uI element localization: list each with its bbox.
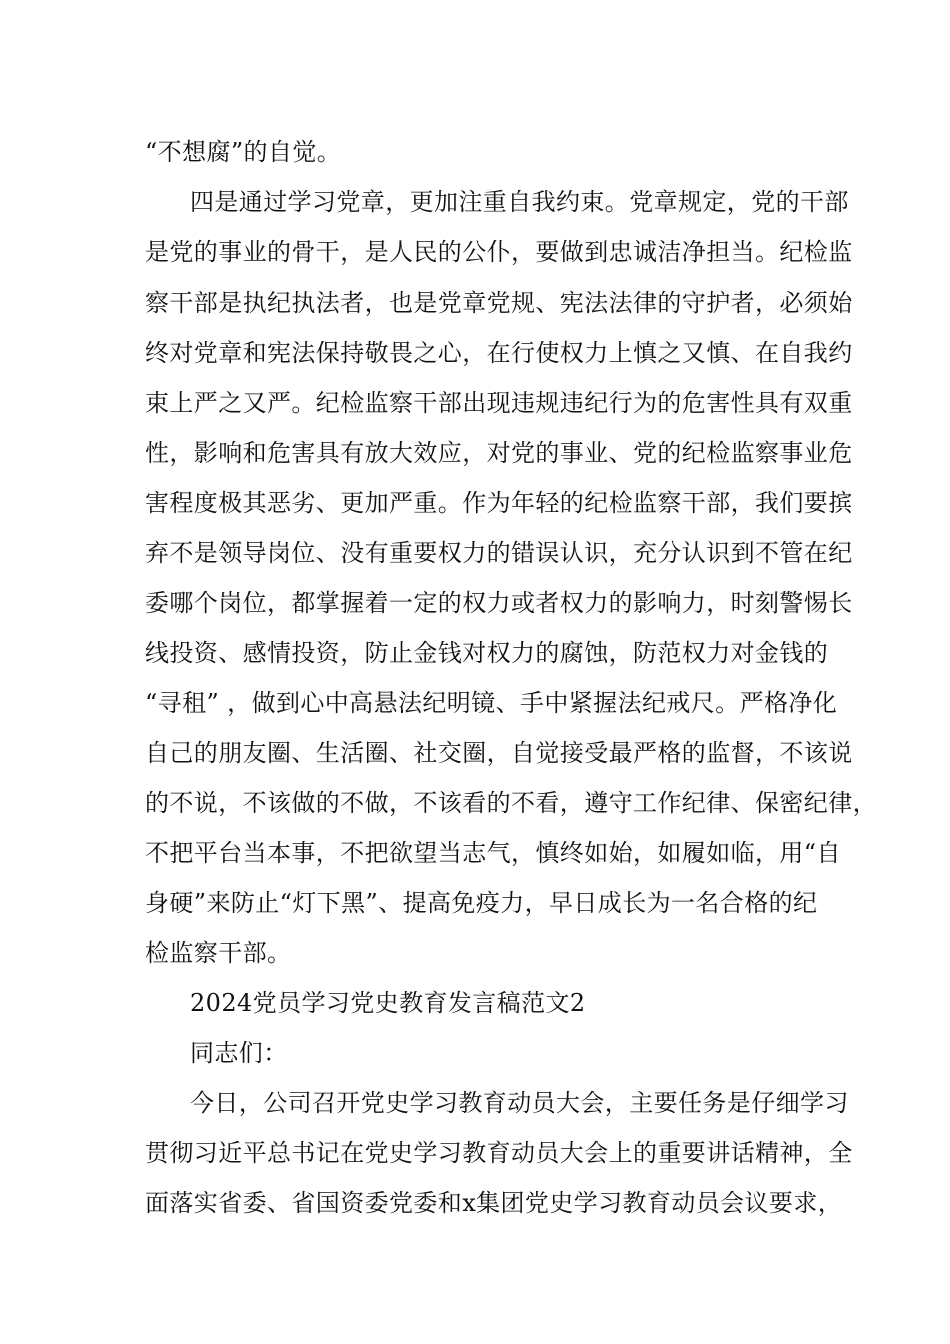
section-heading: 2024党员学习党史教育发言稿范文2 xyxy=(190,989,586,1017)
text-line: 束上严之又严。纪检监察干部出现违规违纪行为的危害性具有双重 xyxy=(145,389,853,417)
text-line: 性，影响和危害具有放大效应，对党的事业、党的纪检监察事业危 xyxy=(145,439,853,467)
text-line: “寻租” ，做到心中高悬法纪明镜、手中紧握法纪戒尺。严格净化 xyxy=(145,689,838,717)
text-line: 弃不是领导岗位、没有重要权力的错误认识，充分认识到不管在纪 xyxy=(145,539,853,567)
text-line: 终对党章和宪法保持敬畏之心，在行使权力上慎之又慎、在自我约 xyxy=(145,339,853,367)
text-line: 自己的朋友圈、生活圈、社交圈，自觉接受最严格的监督，不该说 xyxy=(145,739,853,767)
paragraph-start: 今日，公司召开党史学习教育动员大会，主要任务是仔细学习 xyxy=(190,1089,849,1117)
text-line: 面落实省委、省国资委党委和x集团党史学习教育动员会议要求， xyxy=(145,1189,843,1217)
text-line: 检监察干部。 xyxy=(145,939,292,967)
paragraph-start: 四是通过学习党章，更加注重自我约束。党章规定，党的干部 xyxy=(190,188,849,216)
text-line: “不想腐”的自觉。 xyxy=(145,138,342,166)
text-line: 不把平台当本事，不把欲望当志气，慎终如始，如履如临，用“自 xyxy=(145,839,841,867)
text-line: 察干部是执纪执法者，也是党章党规、宪法法律的守护者，必须始 xyxy=(145,289,853,317)
text-line: 委哪个岗位，都掌握着一定的权力或者权力的影响力，时刻警惕长 xyxy=(145,589,853,617)
text-line: 的不说，不该做的不做，不该看的不看，遵守工作纪律、保密纪律， xyxy=(145,789,877,817)
text-line: 是党的事业的骨干，是人民的公仆，要做到忠诚洁净担当。纪检监 xyxy=(145,238,853,266)
text-line: 身硬”来防止“灯下黑”、提高免疫力，早日成长为一名合格的纪 xyxy=(145,889,818,917)
text-line: 贯彻习近平总书记在党史学习教育动员大会上的重要讲话精神，全 xyxy=(145,1139,853,1167)
text-line: 害程度极其恶劣、更加严重。作为年轻的纪检监察干部，我们要摈 xyxy=(145,489,853,517)
text-line: 线投资、感情投资，防止金钱对权力的腐蚀，防范权力对金钱的 xyxy=(145,639,829,667)
salutation: 同志们： xyxy=(190,1039,288,1067)
